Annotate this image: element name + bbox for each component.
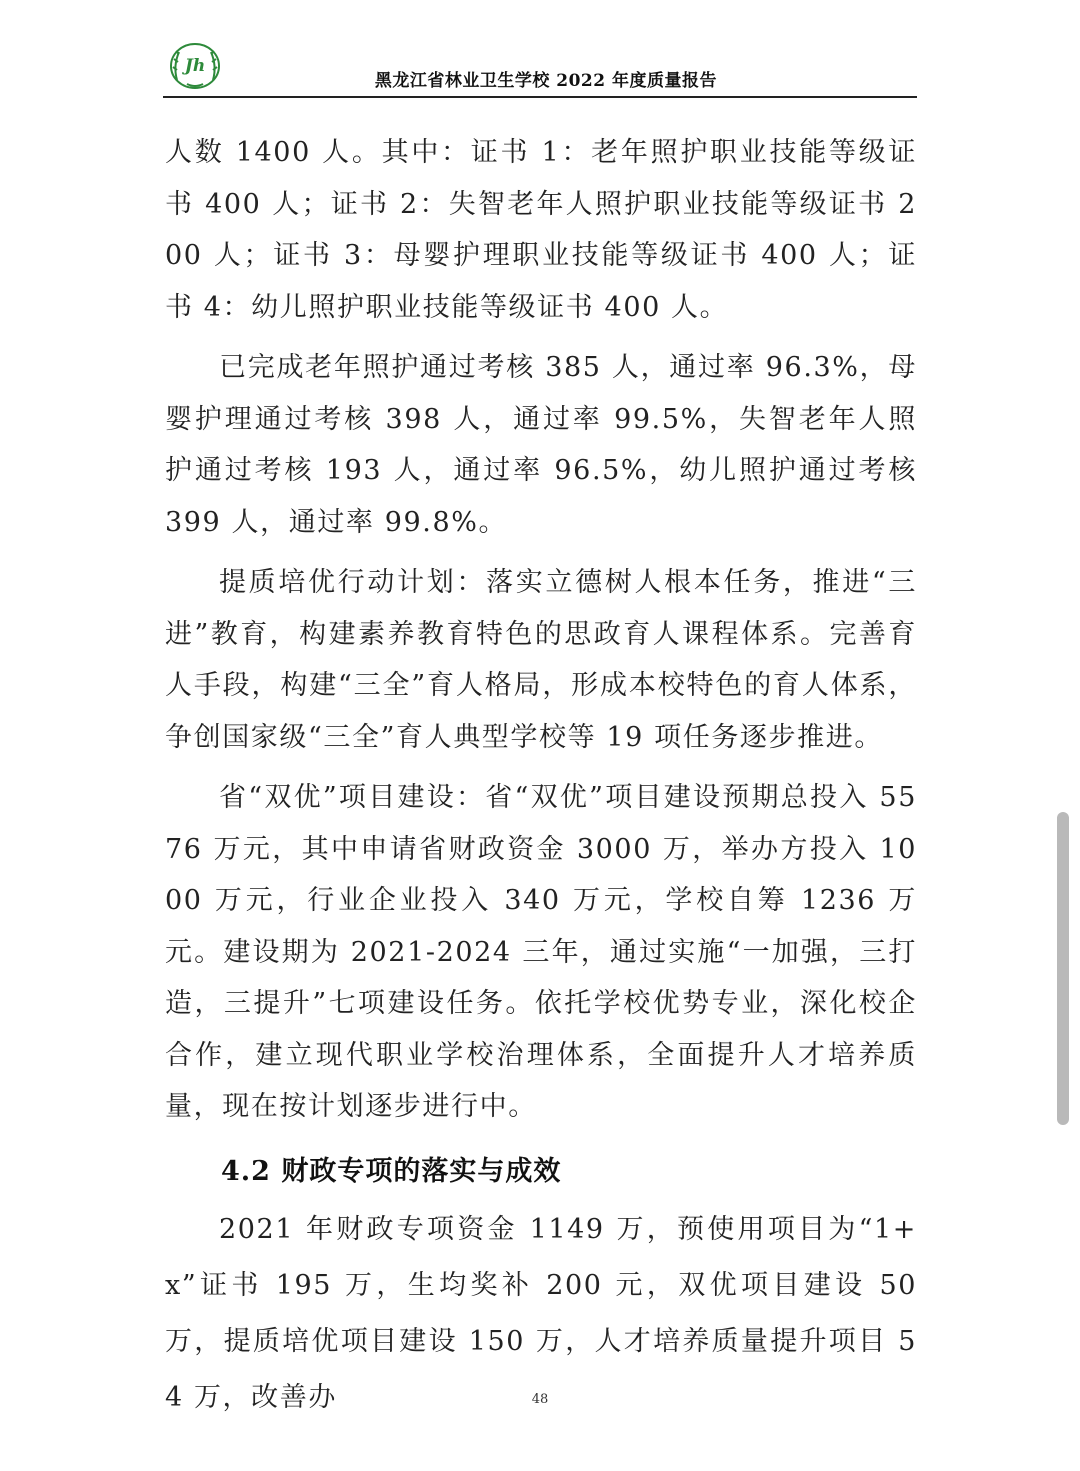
paragraph-special-funds: 2021 年财政专项资金 1149 万，预使用项目为“1+x”证书 195 万，生均奖补 200 元，双优项目建设 50 万，提质培优项目建设 150 万，人才培养质量提升项目 54 万，改善办: [165, 1213, 917, 1413]
paragraph-certificates: 人数 1400 人。其中：证书 1：老年照护职业技能等级证书 400 人；证书 2：失智老年人照护职业技能等级证书 200 人；证书 3：母婴护理职业技能等级证书 400 人；证书 4：幼儿照护职业技能等级证书 400 人。: [165, 137, 917, 323]
paragraph-double-excellence: 省“双优”项目建设：省“双优”项目建设预期总投入 5576 万元，其中申请省财政资金 3000 万，举办方投入 1000 万元，行业企业投入 340 万元，学校自筹 1236 万元。建设期为 2021-2024 三年，通过实施“一加强，三打造，三提升”七项建设任务。依托学校优势专业，深化校企合作，建立现代职业学校治理体系，全面提升人才培养质量，现在按计划逐步进行中。: [165, 782, 917, 1122]
document-body: [165, 127, 917, 1426]
school-emblem-icon: [163, 40, 227, 92]
svg-text:Jh: Jh: [184, 56, 206, 76]
section-heading: 4.2 财政专项的落实与成效: [221, 1155, 562, 1187]
page-header: [163, 36, 917, 98]
paragraph-quality-plan: 提质培优行动计划：落实立德树人根本任务，推进“三进”教育，构建素养教育特色的思政育人课程体系。完善育人手段，构建“三全”育人格局，形成本校特色的育人体系，争创国家级“三全”育人典型学校等 19 项任务逐步推进。: [165, 567, 917, 753]
page-number: 48: [531, 1392, 549, 1407]
paragraph-pass-rates: 已完成老年照护通过考核 385 人，通过率 96.3%，母婴护理通过考核 398 人，通过率 99.5%，失智老年人照护通过考核 193 人，通过率 96.5%，幼儿照护通过考核 399 人，通过率 99.8%。: [165, 352, 917, 538]
scrollbar-thumb[interactable]: [1057, 812, 1069, 1125]
header-title: 黑龙江省林业卫生学校 2022 年度质量报告: [374, 71, 717, 91]
